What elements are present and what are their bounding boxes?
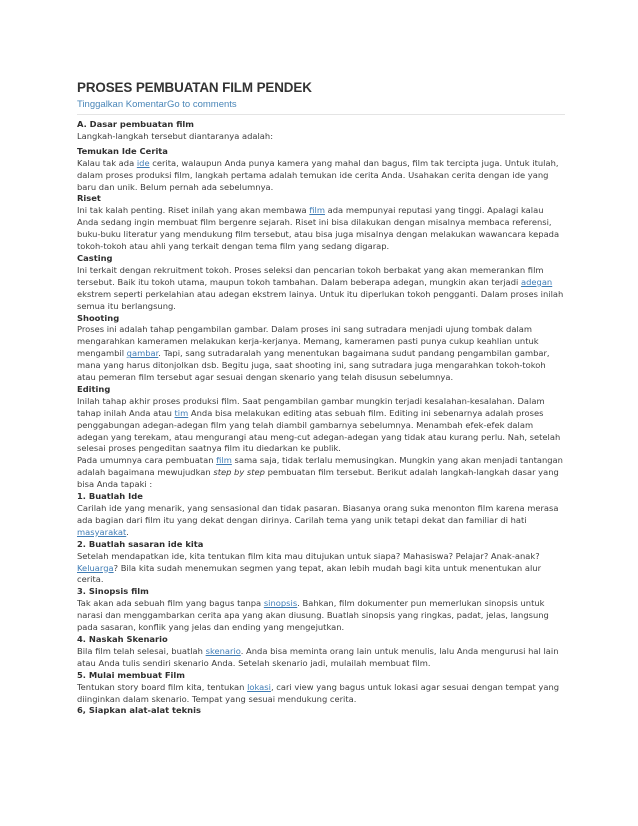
section-heading-riset: Riset <box>77 193 101 204</box>
step-heading-5: 5. Mulai membuat Film <box>77 669 185 680</box>
link-lokasi[interactable]: lokasi <box>247 681 271 692</box>
link-adegan[interactable]: adegan <box>520 276 553 287</box>
link-film-2[interactable]: film <box>216 455 232 466</box>
paragraph-editing: Inilah tahap akhir proses produksi film. Saat pengambilan gambar mungkin terjadi kesalahan-kesalahan. Dalam tahap inilah Anda atau tim Anda bisa melakukan editing atas sebuah film. Editing ini sebenarnya adalah proses penggabungan adegan-adegan film yang telah diambil gambarnya sebelumnya. Menambah efek-efek dalam adegan yang terekam, atau mengurangi atau meng-cut adegan-adegan yang tidak atau kurang perlu. Nah, setelah selesai proses pengeditan saatnya film itu diedarkan ke publik. <box>77 395 561 454</box>
article <box>77 80 565 717</box>
section-heading-ide: Temukan Ide Cerita <box>77 145 168 156</box>
paragraph-shooting: Proses ini adalah tahap pengambilan gambar. Dalam proses ini sang sutradara menjadi ujung tombak dalam mengarahkan kameramen melakukan kerja-kerjanya. Memang, kameramen pasti punya cukup keahlian untuk mengambil gambar. Tapi, sang sutradaralah yang menentukan bagaimana sudut pandang pengambilan gambar, mana yang harus ditonjolkan dsb. Begitu juga, saat shooting ini, sang sutradara juga mengarahkan tokoh-tokoh atau pemeran film tersebut agar sesuai dengan skenario yang telah disusun sebelumnya. <box>77 324 550 383</box>
section-heading-casting: Casting <box>77 252 113 263</box>
link-gambar[interactable]: gambar <box>126 348 159 359</box>
link-keluarga[interactable]: Keluarga <box>77 562 114 573</box>
article-body <box>77 115 565 717</box>
paragraph-step-4: Bila film telah selesai, buatlah skenario. Anda bisa meminta orang lain untuk menulis, lalu Anda mengurusi hal lain atau Anda tulis sendiri skenario Anda. Setelah skenario jadi, mulailah membuat film. <box>77 645 559 668</box>
step-heading-6: 6, Siapkan alat-alat teknis <box>77 705 201 716</box>
step-heading-2: 2. Buatlah sasaran ide kita <box>77 538 204 549</box>
step-heading-4: 4. Naskah Skenario <box>77 633 168 644</box>
paragraph-step-5: Tentukan story board film kita, tentukan lokasi, cari view yang bagus untuk lokasi agar sesuai dengan tempat yang diinginkan dalam skenario. Tempat yang sesuai mendukung cerita. <box>77 681 560 704</box>
paragraph-langkah: Pada umumnya cara pembuatan film sama saja, tidak terlalu memusingkan. Mungkin yang akan menjadi tantangan adalah bagaimana mewujudkan step by step pembuatan film tersebut. Berikut adalah langkah-langkah dasar yang bisa Anda tapaki : <box>77 455 563 490</box>
paragraph-step-2: Setelah mendapatkan ide, kita tentukan film kita mau ditujukan untuk siapa? Mahasiswa? Pelajar? Anak-anak? Keluarga? Bila kita sudah menemukan segmen yang tepat, akan lebih mudah bagi kita untuk menentukan alur cerita. <box>77 550 542 585</box>
leave-comment-link[interactable]: Tinggalkan Komentar <box>77 99 167 110</box>
link-tim[interactable]: tim <box>174 407 189 418</box>
paragraph-dasar: Langkah-langkah tersebut diantaranya adalah: <box>77 130 274 141</box>
paragraph-casting: Ini terkait dengan rekruitment tokoh. Proses seleksi dan pencarian tokoh berbakat yang akan memerankan film tersebut. Baik itu tokoh utama, maupun tokoh tambahan. Dalam beberapa adegan, mungkin akan terjadi adegan ekstrem seperti perkelahian atau adegan ekstrem lainya. Untuk itu diperlukan tokoh pengganti. Dalam proses inilah semua itu berlangsung. <box>77 264 564 311</box>
link-sinopsis[interactable]: sinopsis <box>263 598 298 609</box>
section-heading-editing: Editing <box>77 383 111 394</box>
link-film[interactable]: film <box>309 205 325 216</box>
page-title: PROSES PEMBUATAN FILM PENDEK <box>77 80 312 95</box>
section-heading-shooting: Shooting <box>77 312 120 323</box>
step-heading-3: 3. Sinopsis film <box>77 586 149 597</box>
go-to-comments-link[interactable]: Go to comments <box>166 99 237 110</box>
link-masyarakat[interactable]: masyarakat <box>77 526 127 537</box>
step-heading-1: 1. Buatlah Ide <box>77 491 143 502</box>
paragraph-ide: Kalau tak ada ide cerita, walaupun Anda punya kamera yang mahal dan bagus, film tak tercipta juga. Untuk itulah, dalam proses produksi film, langkah pertama adalah temukan ide cerita Anda. Usahakan cerita dengan ide yang baru dan unik. Belum pernah ada sebelumnya. <box>77 157 559 192</box>
paragraph-step-3: Tak akan ada sebuah film yang bagus tanpa sinopsis. Bahkan, film dokumenter pun memerlukan sinopsis untuk narasi dan menggambarkan cerita apa yang akan diusung. Buatlah sinopsis yang ringkas, padat, jelas, langsung pada sasaran, konflik yang jelas dan ending yang mengejutkan. <box>77 598 549 633</box>
comment-links <box>77 99 565 115</box>
link-skenario[interactable]: skenario <box>205 645 241 656</box>
paragraph-step-1: Carilah ide yang menarik, yang sensasional dan tidak pasaran. Biasanya orang suka menonton film karena merasa ada bagian dari film itu yang dekat dengan dirinya. Carilah tema yang unik tetapi dekat dan familiar di hati masyarakat. <box>77 503 559 537</box>
paragraph-riset: Ini tak kalah penting. Riset inilah yang akan membawa film ada mempunyai reputasi yang tinggi. Apalagi kalau Anda sedang ingin membuat film bergenre sejarah. Riset ini bisa dilakukan dengan misalnya membaca referensi, buku-buku literatur yang mendukung film tersebut, atau bisa juga misalnya dengan melakukan wawancara kepada tokoh-tokoh atau ahli yang terkait dengan tema film yang sedang digarap. <box>77 205 560 252</box>
section-heading-dasar: A. Dasar pembuatan film <box>77 119 194 129</box>
link-ide[interactable]: ide <box>136 157 150 168</box>
